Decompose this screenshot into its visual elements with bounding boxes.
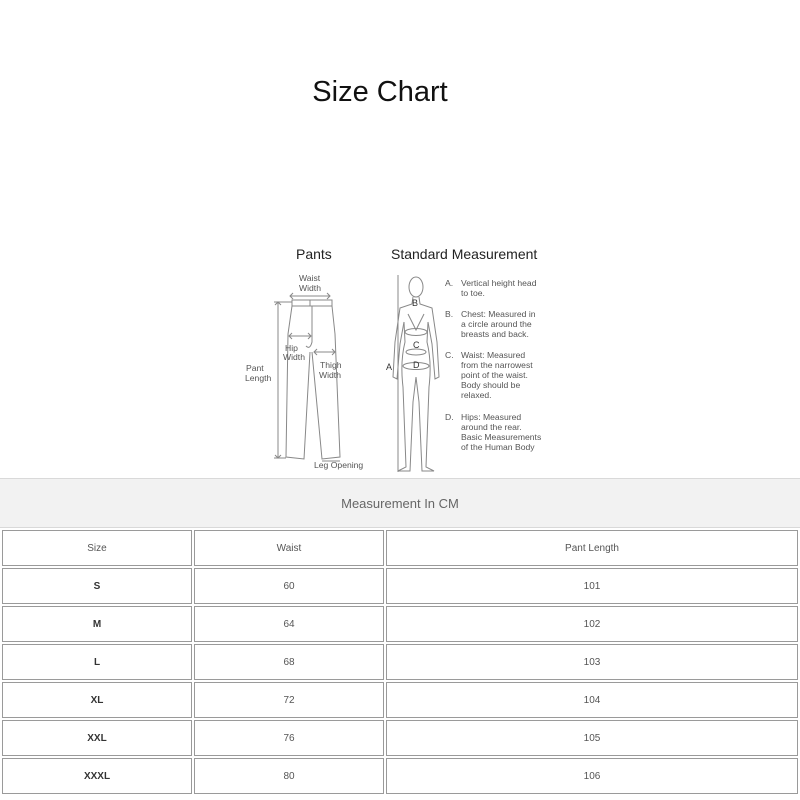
note-d-line-1: Hips: Measured [461,412,522,422]
letter-a: A [386,362,393,372]
waist-cell: 64 [194,606,384,642]
note-c-line-3: point of the waist. [461,370,528,380]
table-header-row [2,530,798,566]
size-cell: M [2,606,192,642]
pant-length-cell: 105 [386,720,798,756]
standard-measurement-heading: Standard Measurement [391,246,538,262]
column-header-waist: Waist [194,530,384,566]
size-cell: XXXL [2,758,192,794]
column-header-size: Size [2,530,192,566]
letter-d: D [413,360,420,370]
thigh-width-label-1: Thigh [320,360,342,370]
note-b-letter: B. [445,309,454,319]
table-row [2,644,798,680]
note-d-line-4: of the Human Body [461,442,535,452]
note-c-line-4: Body should be [461,380,521,390]
measurement-notes [445,278,541,452]
pants-heading: Pants [296,246,332,262]
note-c-line-5: relaxed. [461,390,492,400]
hip-width-label-1: Hip [285,343,298,353]
waist-cell: 72 [194,682,384,718]
waist-cell: 68 [194,644,384,680]
leg-opening-label: Leg Opening [314,460,364,470]
note-d-letter: D. [445,412,454,422]
waist-cell: 76 [194,720,384,756]
waist-cell: 60 [194,568,384,604]
note-d-line-3: Basic Measurements [461,432,542,442]
letter-c: C [413,340,420,350]
waist-width-label-2: Width [299,283,321,293]
hip-width-label-2: Width [283,352,305,362]
pant-length-cell: 101 [386,568,798,604]
note-c-line-1: Waist: Measured [461,350,526,360]
pant-length-cell: 103 [386,644,798,680]
note-c-letter: C. [445,350,454,360]
pant-length-cell: 106 [386,758,798,794]
letter-b: B [412,298,419,308]
waist-cell: 80 [194,758,384,794]
size-table [0,528,800,796]
table-row [2,606,798,642]
note-b-line-1: Chest: Measured in [461,309,536,319]
table-caption: Measurement In CM [0,478,800,528]
thigh-width-label-2: Width [319,370,341,380]
table-row [2,720,798,756]
pant-length-label-2: Length [245,373,272,383]
page-title: Size Chart [312,76,448,108]
waist-width-label-1: Waist [299,273,321,283]
note-a-line-2: to toe. [461,288,485,298]
pant-length-label-1: Pant [246,363,264,373]
pant-length-cell: 104 [386,682,798,718]
note-b-line-3: breasts and back. [461,329,529,339]
size-cell: L [2,644,192,680]
note-a-letter: A. [445,278,454,288]
size-cell: XXL [2,720,192,756]
pant-length-cell: 102 [386,606,798,642]
note-d-line-2: around the rear. [461,422,522,432]
measurement-guide-illustration [240,242,560,478]
note-b-line-2: a circle around the [461,319,532,329]
table-row [2,568,798,604]
column-header-pant-length: Pant Length [386,530,798,566]
size-cell: XL [2,682,192,718]
note-c-line-2: from the narrowest [461,360,533,370]
table-row [2,758,798,794]
table-row [2,682,798,718]
measurement-guide [240,242,560,478]
note-a-line-1: Vertical height head [461,278,537,288]
size-cell: S [2,568,192,604]
